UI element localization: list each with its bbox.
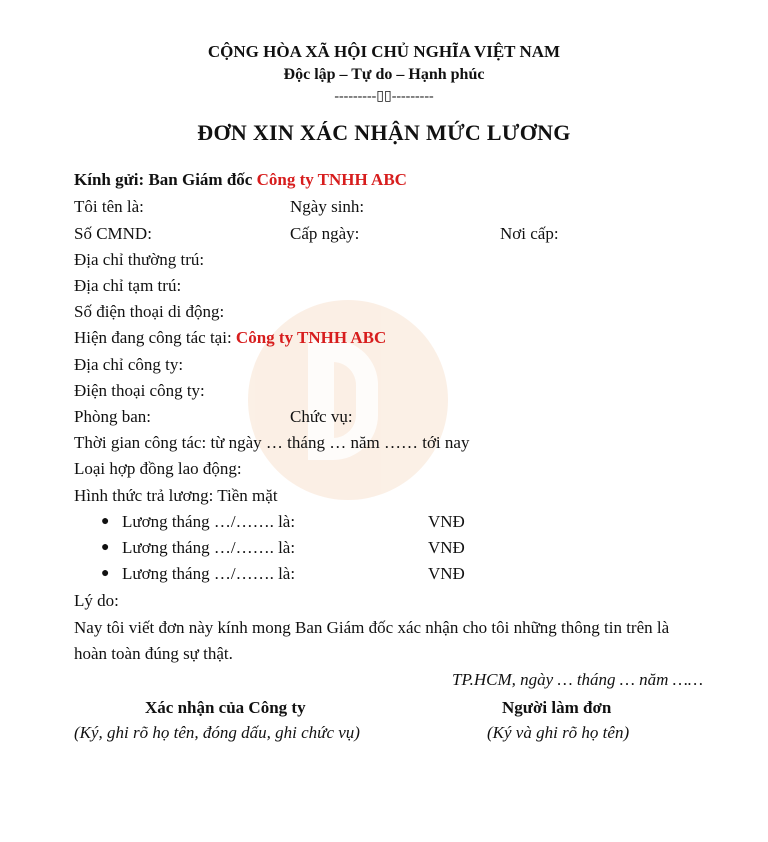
reason-label: Lý do: xyxy=(74,591,119,610)
field-mobile: Số điện thoại di động: xyxy=(74,302,225,321)
recipient-label: Kính gửi: Ban Giám đốc xyxy=(74,170,257,189)
statement-line-1: Nay tôi viết đơn này kính mong Ban Giám đốc xác nhận cho tôi những thông tin trên là xyxy=(74,618,670,637)
salary-row-label: Lương tháng …/……. là: xyxy=(122,512,296,531)
salary-row-unit: VNĐ xyxy=(428,538,465,557)
nation-title: CỘNG HÒA XÃ HỘI CHỦ NGHĨA VIỆT NAM xyxy=(207,42,561,61)
bullet-icon: ● xyxy=(101,566,110,581)
field-work-time: Thời gian công tác: từ ngày … tháng … năm …… tới nay xyxy=(74,433,470,452)
salary-row-label: Lương tháng …/……. là: xyxy=(122,564,296,583)
salary-row-unit: VNĐ xyxy=(428,564,465,583)
field-position: Chức vụ: xyxy=(290,407,353,426)
field-payment-method: Hình thức trả lương: Tiền mặt xyxy=(74,486,278,505)
field-temporary-address: Địa chỉ tạm trú: xyxy=(74,276,182,295)
workplace-label: Hiện đang công tác tại: xyxy=(74,328,236,347)
bullet-icon: ● xyxy=(101,514,110,529)
field-dob: Ngày sinh: xyxy=(290,197,365,216)
recipient-line xyxy=(74,170,407,190)
document-title: ĐƠN XIN XÁC NHẬN MỨC LƯƠNG xyxy=(197,120,571,145)
salary-row-label: Lương tháng …/……. là: xyxy=(122,538,296,557)
applicant-signature-note: (Ký và ghi rõ họ tên) xyxy=(487,723,630,742)
workplace-company: Công ty TNHH ABC xyxy=(235,328,387,347)
header-divider: ---------▯▯--------- xyxy=(334,89,434,104)
field-department: Phòng ban: xyxy=(74,407,151,426)
field-workplace xyxy=(74,328,386,348)
salary-row-unit: VNĐ xyxy=(428,512,465,531)
field-issue-place: Nơi cấp: xyxy=(500,224,559,243)
field-contract-type: Loại hợp đồng lao động: xyxy=(74,459,242,478)
company-signature-title: Xác nhận của Công ty xyxy=(145,698,306,717)
motto: Độc lập – Tự do – Hạnh phúc xyxy=(283,66,485,83)
applicant-signature-title: Người làm đơn xyxy=(502,698,612,717)
field-id-number: Số CMND: xyxy=(74,224,152,243)
field-company-phone: Điện thoại công ty: xyxy=(74,381,205,400)
field-company-address: Địa chỉ công ty: xyxy=(74,355,184,374)
field-name: Tôi tên là: xyxy=(74,197,144,216)
date-line: TP.HCM, ngày … tháng … năm …… xyxy=(452,670,703,689)
statement-line-2: hoàn toàn đúng sự thật. xyxy=(74,644,233,663)
company-signature-note: (Ký, ghi rõ họ tên, đóng dấu, ghi chức vụ) xyxy=(74,723,360,742)
field-issue-date: Cấp ngày: xyxy=(290,224,360,243)
recipient-company: Công ty TNHH ABC xyxy=(256,170,407,189)
field-permanent-address: Địa chỉ thường trú: xyxy=(74,250,205,269)
bullet-icon: ● xyxy=(101,540,110,555)
